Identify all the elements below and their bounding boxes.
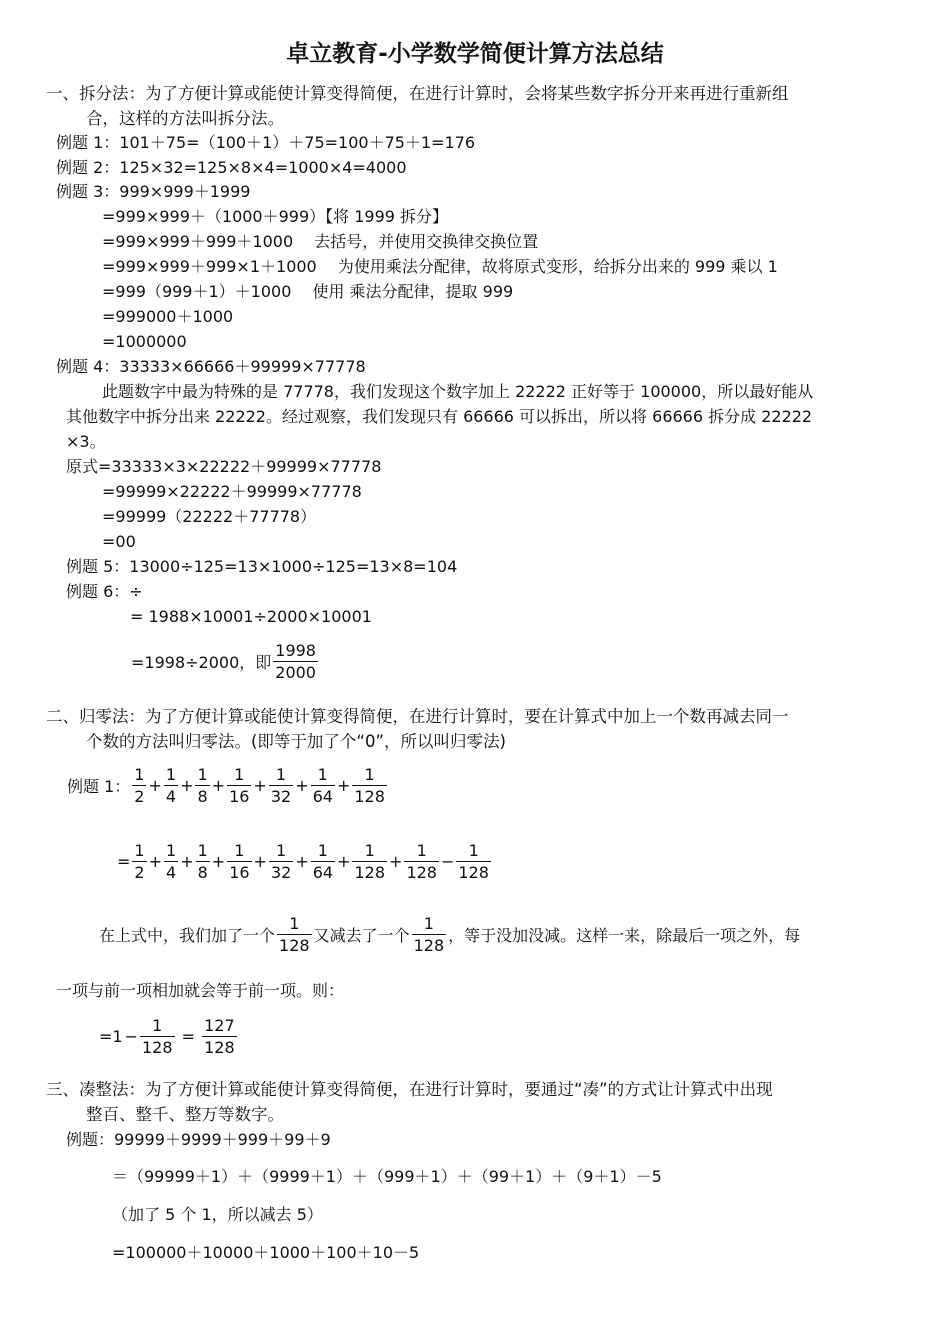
fraction (164, 840, 178, 883)
fraction (311, 840, 335, 883)
plus-sign: + (253, 776, 267, 795)
fraction (412, 913, 447, 956)
numerator: 1 (456, 840, 491, 862)
denominator: 8 (197, 787, 208, 806)
example-4-step: 原式=33333×3×22222＋99999×77778 (66, 457, 382, 476)
plus-sign: + (148, 776, 162, 795)
example-3-step: =999×999＋999＋1000 去括号，并使用交换律交换位置 (102, 232, 539, 251)
denominator: 16 (229, 787, 250, 806)
section3-heading-cont: 整百、整千、整万等数字。 (86, 1105, 284, 1124)
plus-sign: + (211, 776, 226, 795)
example-1: 例题 1：101＋75=（100＋1）＋75=100＋75＋1=176 (56, 133, 476, 152)
fraction (352, 764, 387, 807)
example-label: 例题 1： (67, 777, 131, 796)
page-title: 卓立教育-小学数学简便计算方法总结 (286, 41, 664, 67)
fraction (227, 764, 251, 807)
section2-paragraph (98, 913, 801, 956)
fraction (227, 840, 251, 883)
section2-heading-cont: 个数的方法叫归零法。(即等于加了个“0”，所以叫归零法) (86, 732, 506, 751)
fraction (273, 640, 318, 683)
plus-sign: + (180, 776, 194, 795)
numerator: 1 (165, 765, 177, 784)
section3-example: 例题：99999＋9999＋999＋99＋9 (66, 1130, 331, 1149)
numerator: 1 (166, 841, 177, 860)
fraction (269, 840, 293, 883)
denominator: 128 (354, 863, 386, 882)
fraction (352, 840, 387, 883)
example-4: 例题 4：33333×66666＋99999×77778 (56, 357, 366, 376)
example-4-step: =99999×22222＋99999×77778 (102, 482, 362, 501)
numerator: 1 (269, 764, 293, 786)
example-4-paragraph: 其他数字中拆分出来 22222。经过观察，我们发现只有 66666 可以拆出，所以将 66666 拆分成 22222 (66, 407, 813, 426)
denominator: 4 (166, 863, 177, 882)
denominator: 128 (354, 787, 385, 806)
section3-step: =100000＋10000＋1000＋100＋10－5 (112, 1243, 420, 1262)
plus-sign: + (295, 852, 309, 871)
denominator: 16 (229, 863, 250, 882)
example-3-step: =999×999＋999×1＋1000 为使用乘法分配律，故将原式变形，给拆分出来的 999 乘以 1 (102, 257, 778, 276)
example-5: 例题 5：13000÷125=13×1000÷125=13×8=104 (66, 557, 458, 576)
denominator: 128 (413, 936, 445, 955)
paragraph-text: 在上式中，我们加了一个 (99, 926, 276, 945)
fraction (269, 764, 293, 807)
plus-sign: + (211, 852, 226, 871)
example-4-step: =00 (102, 532, 136, 551)
numerator: 1 (134, 765, 145, 784)
fraction (311, 764, 335, 807)
fraction-sum (131, 765, 388, 806)
fraction (132, 840, 146, 883)
equals-sign: = (176, 1027, 201, 1046)
denominator: 128 (204, 1038, 235, 1057)
section2-step (116, 840, 492, 883)
fraction (404, 840, 439, 883)
paragraph-text: ，等于没加没减。这样一来，除最后一项之外，每 (448, 926, 801, 945)
section2-paragraph-cont: 一项与前一项相加就会等于前一项。则： (56, 981, 345, 1000)
fraction-sum (131, 841, 492, 882)
fraction (196, 840, 210, 883)
plus-sign: + (295, 776, 309, 795)
section1-heading-cont: 合，这样的方法叫拆分法。 (86, 109, 284, 128)
numerator: 127 (204, 1016, 235, 1035)
result-text: =1 (99, 1027, 123, 1046)
denominator: 64 (312, 787, 333, 806)
numerator: 1 (311, 764, 335, 786)
section2-example-1 (66, 764, 388, 807)
numerator: 1 (197, 841, 208, 860)
numerator: 1 (227, 764, 251, 786)
numerator: 1 (404, 840, 439, 862)
fraction (202, 1015, 237, 1058)
section2-heading: 二、归零法：为了方便计算或能使计算变得简便，在进行计算时，要在计算式中加上一个数再减去同一 (46, 707, 789, 726)
paragraph-text: 又减去了一个 (313, 926, 410, 945)
numerator: 1 (352, 840, 387, 862)
example-6-step: = 1988×10001÷2000×10001 (130, 607, 372, 626)
section1-heading: 一、拆分法：为了方便计算或能使计算变得简便，在进行计算时，会将某些数字拆分开来再进行重新组 (46, 84, 789, 103)
section3-heading: 三、凑整法：为了方便计算或能使计算变得简便，在进行计算时，要通过“凑”的方式让计算式中出现 (46, 1080, 773, 1099)
denominator: 128 (458, 863, 489, 882)
example-3-step: =999000＋1000 (102, 307, 234, 326)
denominator: 8 (197, 863, 208, 882)
plus-sign: + (336, 776, 351, 795)
fraction (195, 764, 209, 807)
section3-step: ＝（99999＋1）＋（9999＋1）＋（999＋1）＋（99＋1）＋（9＋1）－5 (112, 1167, 662, 1186)
plus-sign: + (180, 852, 194, 871)
example-3-step: =999（999＋1）＋1000 使用 乘法分配律，提取 999 (102, 282, 514, 301)
example-6-result (130, 640, 319, 683)
equals-sign: = (117, 852, 131, 871)
denominator: 128 (406, 863, 437, 882)
denominator: 2 (134, 787, 145, 806)
fraction (277, 913, 312, 956)
numerator: 1998 (275, 641, 316, 660)
denominator: 32 (270, 863, 292, 882)
example-2: 例题 2：125×32=125×8×4=1000×4=4000 (56, 158, 407, 177)
example-4-paragraph: ×3。 (66, 432, 106, 451)
example-3: 例题 3：999×999＋1999 (56, 182, 251, 201)
numerator: 1 (227, 840, 251, 862)
fraction (456, 840, 491, 883)
numerator: 1 (412, 913, 447, 935)
example-6: 例题 6：÷ (66, 582, 143, 601)
numerator: 1 (134, 841, 145, 860)
denominator: 32 (270, 787, 292, 806)
minus-sign: − (124, 1027, 138, 1046)
example-4-paragraph: 此题数字中最为特殊的是 77778，我们发现这个数字加上 22222 正好等于 100000，所以最好能从 (102, 382, 814, 401)
fraction (132, 764, 146, 807)
numerator: 1 (277, 913, 312, 935)
plus-sign: + (148, 852, 162, 871)
denominator: 128 (142, 1038, 173, 1057)
denominator: 128 (279, 936, 310, 955)
minus-sign: − (440, 852, 455, 871)
example-6-result-text: =1998÷2000，即 (131, 653, 272, 672)
numerator: 1 (140, 1015, 175, 1037)
plus-sign: + (337, 852, 351, 871)
example-3-step: =1000000 (102, 332, 187, 351)
plus-sign: + (253, 852, 267, 871)
numerator: 1 (197, 765, 208, 784)
denominator: 64 (312, 863, 334, 882)
example-3-step: =999×999＋（1000＋999）【将 1999 拆分】 (102, 207, 449, 226)
denominator: 4 (165, 787, 177, 806)
plus-sign: + (389, 852, 403, 871)
numerator: 1 (311, 840, 335, 862)
fraction (140, 1015, 175, 1058)
section2-result (98, 1015, 238, 1058)
example-4-step: =99999（22222＋77778） (102, 507, 317, 526)
denominator: 2 (134, 863, 145, 882)
numerator: 1 (269, 840, 293, 862)
fraction (164, 764, 178, 807)
section3-note: （加了 5 个 1，所以减去 5） (112, 1205, 323, 1224)
denominator: 2000 (275, 663, 316, 682)
numerator: 1 (352, 764, 387, 786)
